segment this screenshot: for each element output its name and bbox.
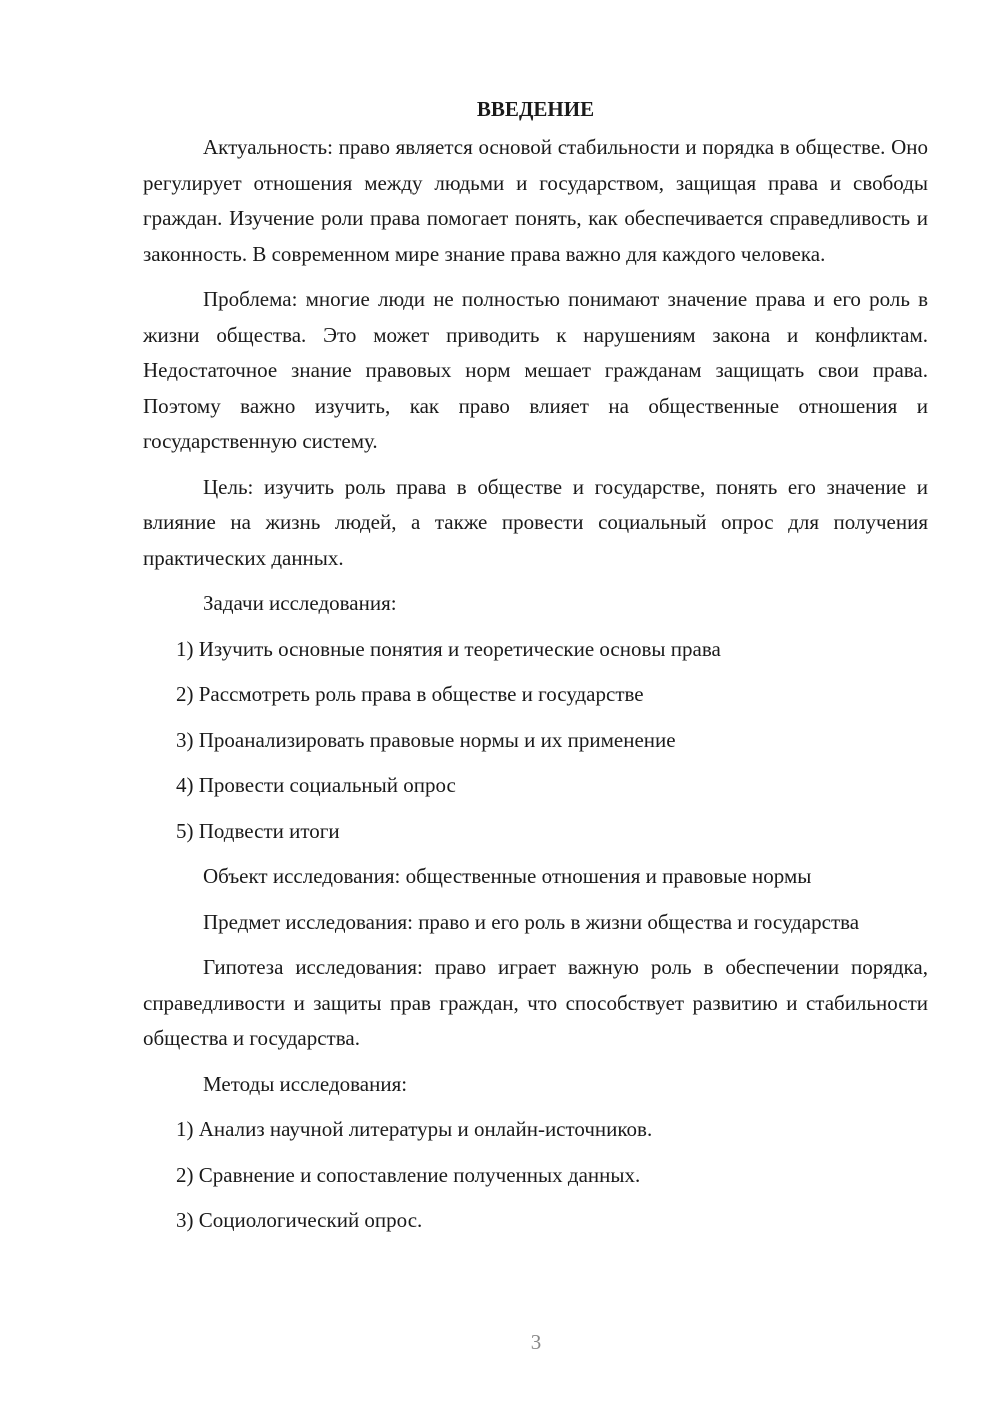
task-item: 1) Изучить основные понятия и теоретические основы права bbox=[176, 636, 721, 661]
section-title: ВВЕДЕНИЕ bbox=[476, 97, 595, 121]
problem-paragraph: Проблема: многие люди не полностью понимают значение права и его роль в жизни общества. Это может приводить к нарушениям закона и конфликтам. Недостаточное знание правовых норм мешает гражданам защищать свои права. Поэтому важно изучить, как право влияет на общественные отношения и государственную систему. bbox=[143, 287, 928, 453]
task-item: 4) Провести социальный опрос bbox=[176, 773, 456, 797]
goal-paragraph: Цель: изучить роль права в обществе и государстве, понять его значение и влияние на жизнь людей, а также провести социальный опрос для получения практических данных. bbox=[143, 474, 928, 570]
hypothesis-paragraph: Гипотеза исследования: право играет важную роль в обеспечении порядка, справедливости и защиты прав граждан, что способствует развитию и стабильности общества и государства. bbox=[143, 955, 928, 1050]
document-page bbox=[143, 92, 928, 1249]
subject-paragraph: Предмет исследования: право и его роль в жизни общества и государства bbox=[203, 909, 860, 934]
method-item: 1) Анализ научной литературы и онлайн-источников. bbox=[176, 1117, 653, 1141]
page-number: 3 bbox=[530, 1330, 542, 1354]
relevance-paragraph: Актуальность: право является основой стабильности и порядка в обществе. Оно регулирует отношения между людьми и государством, защищая права и свободы граждан. Изучение роли права помогает понять, как обеспечивается справедливость и законность. В современном мире знание права важно для каждого человека. bbox=[143, 135, 928, 266]
task-item: 5) Подвести итоги bbox=[176, 818, 340, 843]
object-paragraph: Объект исследования: общественные отношения и правовые нормы bbox=[203, 864, 812, 888]
method-item: 3) Социологический опрос. bbox=[176, 1208, 423, 1232]
tasks-label: Задачи исследования: bbox=[203, 591, 397, 615]
method-item: 2) Сравнение и сопоставление полученных данных. bbox=[176, 1162, 641, 1187]
methods-label: Методы исследования: bbox=[203, 1071, 408, 1096]
task-item: 2) Рассмотреть роль права в обществе и государстве bbox=[176, 682, 644, 706]
task-item: 3) Проанализировать правовые нормы и их применение bbox=[176, 727, 676, 752]
